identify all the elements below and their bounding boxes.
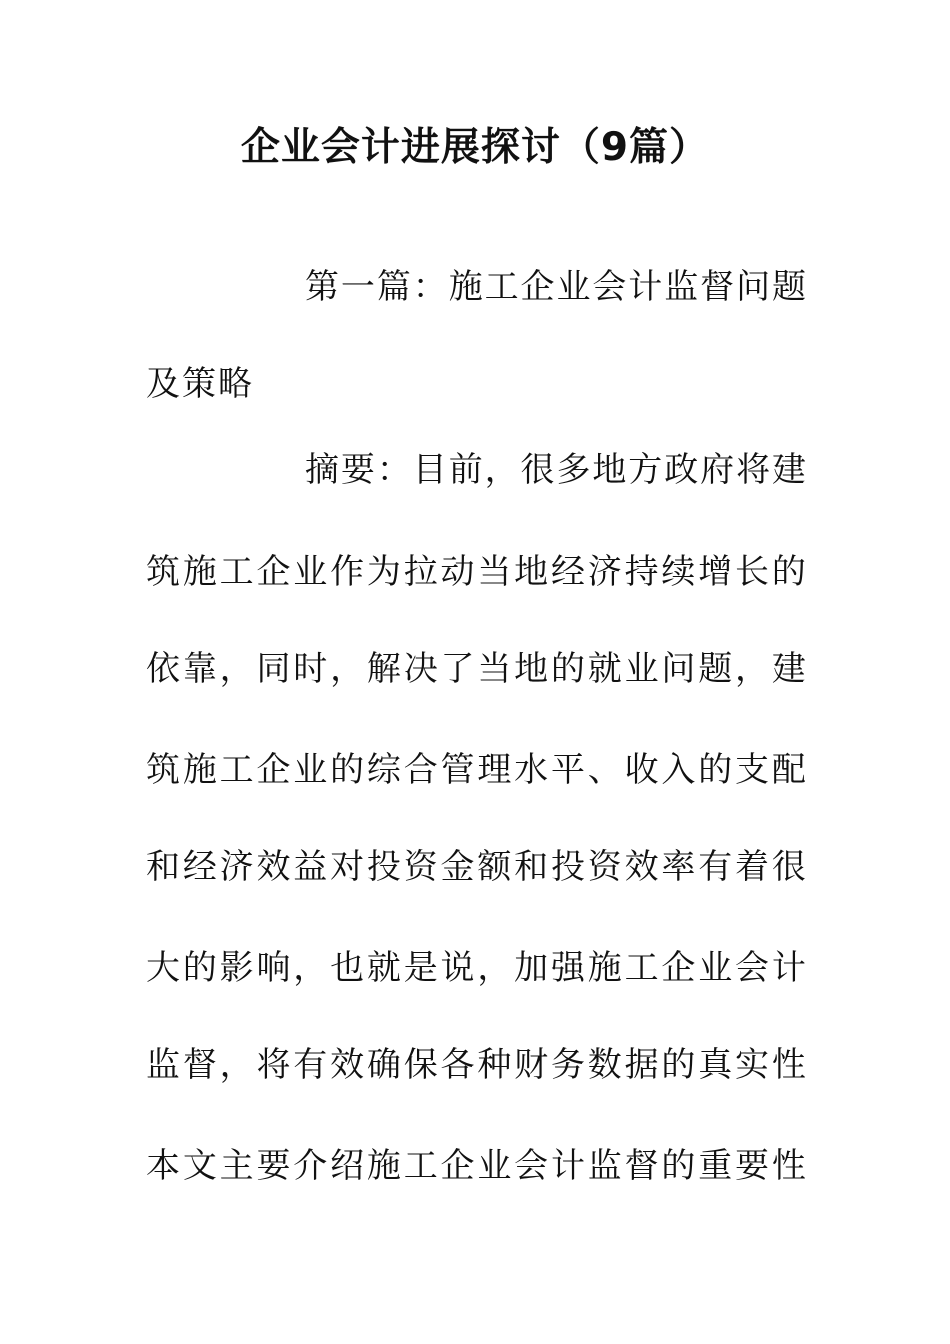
chapter-heading-line-2: 及策略: [146, 364, 254, 404]
abstract-line-4: 筑 施 工 企 业 的 综 合 管 理 水 平 、 收 入 的 支 配: [146, 750, 806, 790]
abstract-line-2: 筑 施 工 企 业 作 为 拉 动 当 地 经 济 持 续 增 长 的: [146, 552, 806, 592]
abstract-line-3: 依 靠 ， 同 时 ， 解 决 了 当 地 的 就 业 问 题 ， 建: [146, 649, 806, 689]
chapter-heading-line-1: 第 一 篇 ： 施 工 企 业 会 计 监 督 问 题: [305, 267, 806, 307]
abstract-line-8: 本 文 主 要 介 绍 施 工 企 业 会 计 监 督 的 重 要 性: [146, 1146, 806, 1186]
abstract-line-6: 大 的 影 响 ， 也 就 是 说 ， 加 强 施 工 企 业 会 计: [146, 948, 806, 988]
abstract-line-1: 摘 要 ： 目 前 ， 很 多 地 方 政 府 将 建: [305, 450, 806, 490]
abstract-line-7: 监 督 ， 将 有 效 确 保 各 种 财 务 数 据 的 真 实 性: [146, 1045, 806, 1085]
abstract-line-5: 和 经 济 效 益 对 投 资 金 额 和 投 资 效 率 有 着 很: [146, 847, 806, 887]
document-title: 企业会计进展探讨（9篇）: [240, 125, 710, 170]
